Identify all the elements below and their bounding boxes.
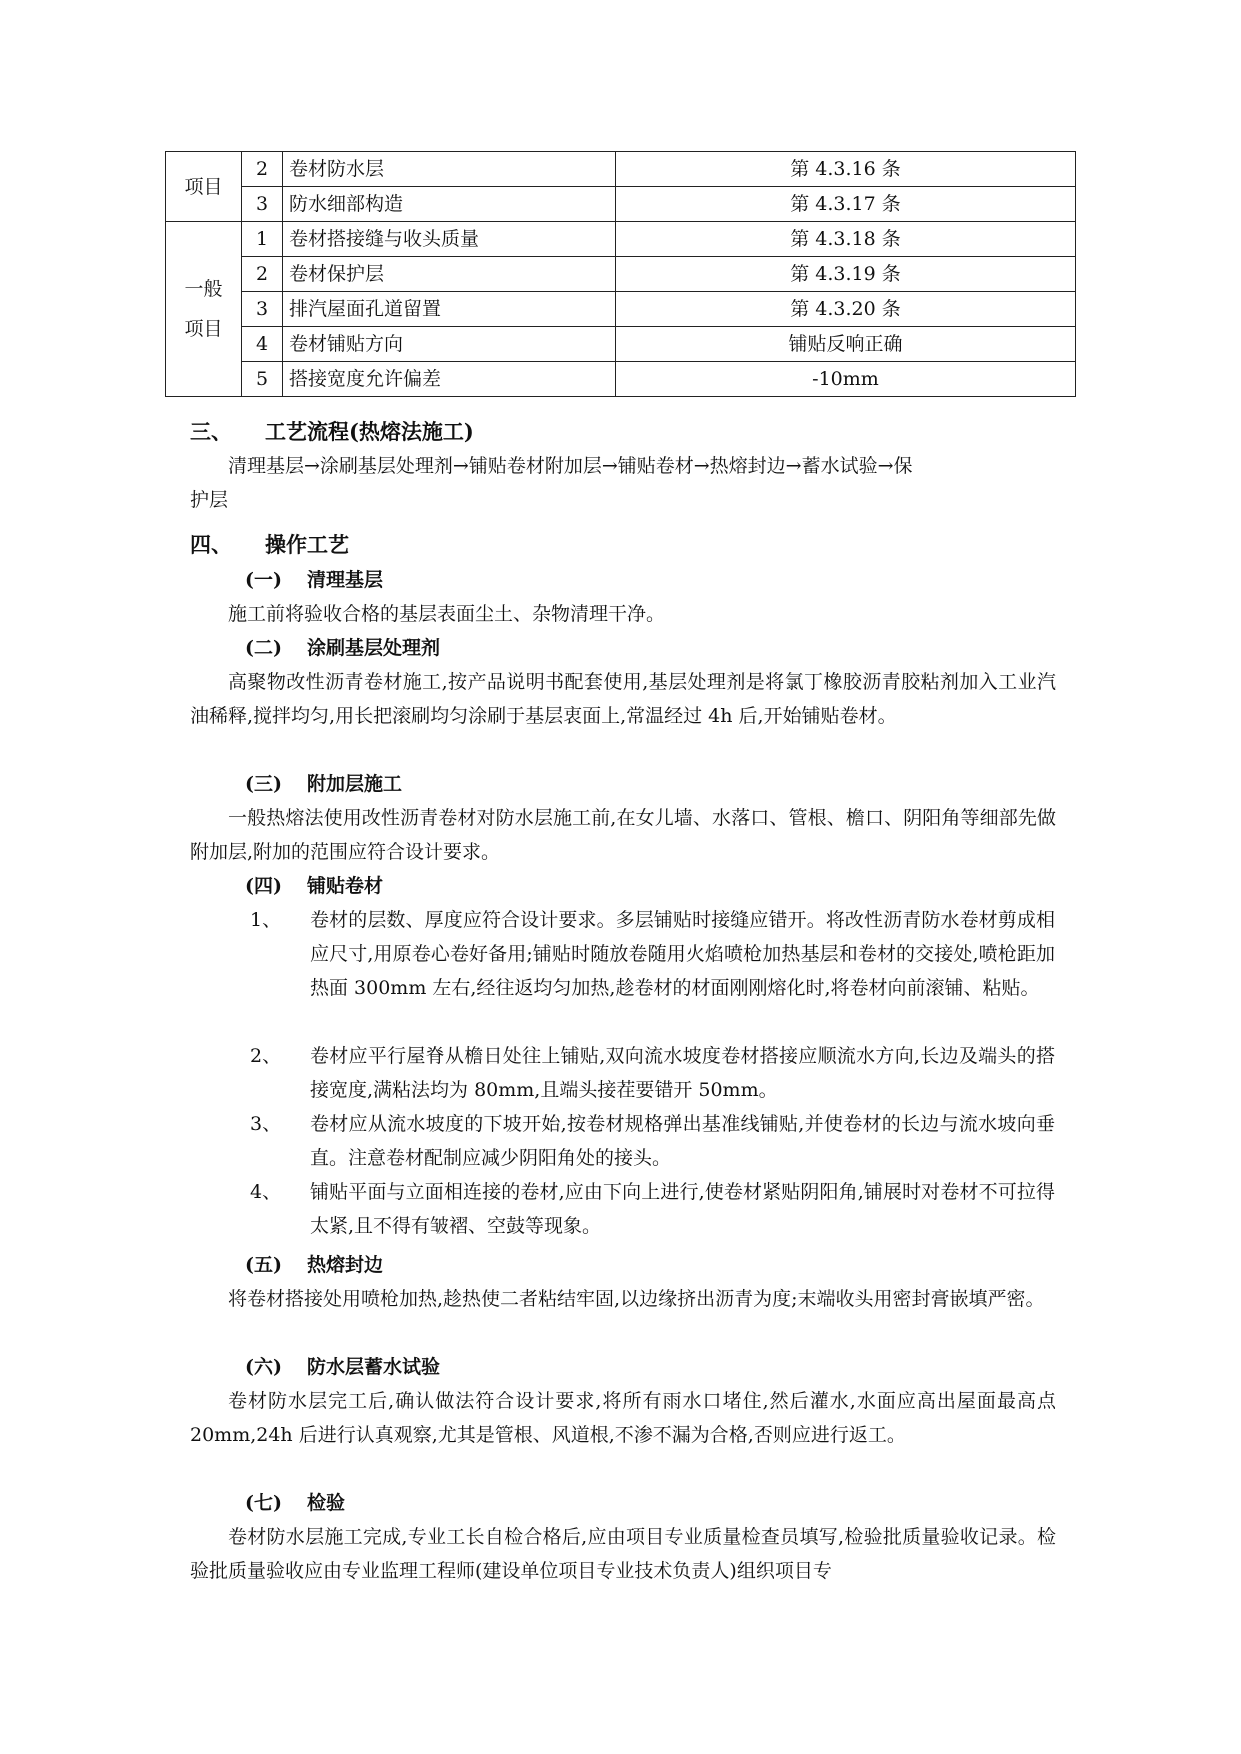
subsection-heading — [245, 1248, 383, 1282]
subsection-title: 涂刷基层处理剂 — [307, 637, 441, 659]
table-row-number: 2 — [242, 152, 283, 187]
section-number: 四、 — [190, 532, 232, 557]
section-heading — [190, 528, 349, 562]
list-item-number: 4、 — [250, 1181, 282, 1203]
list-item-number: 2、 — [250, 1045, 282, 1067]
process-flow-text: 护层 — [190, 489, 229, 511]
list-item-text: 铺贴平面与立面相连接的卷材,应由下向上进行,使卷材紧贴阴阳角,铺展时对卷材不可拉得太紧,且不得有皱褶、空鼓等现象。 — [310, 1181, 1055, 1237]
table-item-name: 卷材铺贴方向 — [283, 327, 616, 362]
subsection-heading — [245, 767, 402, 801]
paragraph: 卷材防水层施工完成,专业工长自检合格后,应由项目专业质量检查员填写,检验批质量验收记录。检验批质量验收应由专业监理工程师(建设单位项目专业技术负责人)组织项目专 — [190, 1526, 1056, 1582]
paragraph: 一般热熔法使用改性沥青卷材对防水层施工前,在女儿墙、水落口、管根、檐口、阴阳角等细部先做附加层,附加的范围应符合设计要求。 — [190, 807, 1056, 863]
list-item-text: 卷材应从流水坡度的下坡开始,按卷材规格弹出基准线铺贴,并使卷材的长边与流水坡向垂直。注意卷材配制应减少阴阳角处的接头。 — [310, 1113, 1055, 1169]
table-item-name: 卷材保护层 — [283, 257, 616, 292]
subsection-heading — [245, 1350, 440, 1384]
quality-table — [165, 151, 1076, 397]
table-item-name: 卷材防水层 — [283, 152, 616, 187]
table-item-name: 排汽屋面孔道留置 — [283, 292, 616, 327]
table-item-reference: 第 4.3.16 条 — [616, 152, 1076, 187]
section-number: 三、 — [190, 419, 232, 444]
table-item-reference: 第 4.3.17 条 — [616, 187, 1076, 222]
table-row — [166, 327, 1076, 362]
table-item-name: 防水细部构造 — [283, 187, 616, 222]
subsection-title: 清理基层 — [307, 569, 384, 591]
table-item-name: 搭接宽度允许偏差 — [283, 362, 616, 397]
paragraph: 卷材防水层完工后,确认做法符合设计要求,将所有雨水口堵住,然后灌水,水面应高出屋面最高点 20mm,24h 后进行认真观察,尤其是管根、风道根,不渗不漏为合格,否则应进行返工。 — [190, 1390, 1056, 1446]
section-title: 操作工艺 — [265, 532, 349, 557]
subsection-heading — [245, 563, 383, 597]
table-row — [166, 152, 1076, 187]
table-row — [166, 222, 1076, 257]
subsection-number: (七) — [245, 1492, 282, 1514]
table-row-number: 3 — [242, 292, 283, 327]
table-row — [166, 187, 1076, 222]
table-category-general — [166, 222, 242, 397]
subsection-heading — [245, 869, 383, 903]
table-row-number: 1 — [242, 222, 283, 257]
table-item-reference: 第 4.3.20 条 — [616, 292, 1076, 327]
table-item-reference: -10mm — [616, 362, 1076, 397]
subsection-title: 铺贴卷材 — [307, 875, 384, 897]
subsection-number: (二) — [245, 637, 282, 659]
subsection-number: (六) — [245, 1356, 282, 1378]
subsection-number: (一) — [245, 569, 282, 591]
category-line: 一般 — [184, 278, 223, 300]
list-item-text: 卷材应平行屋脊从檐日处往上铺贴,双向流水坡度卷材搭接应顺流水方向,长边及端头的搭接宽度,满粘法均为 80mm,且端头接茬要错开 50mm。 — [310, 1045, 1055, 1101]
paragraph: 将卷材搭接处用喷枪加热,趁热使二者粘结牢固,以边缘挤出沥青为度;末端收头用密封膏嵌填严密。 — [228, 1288, 1045, 1310]
table-item-reference: 铺贴反响正确 — [616, 327, 1076, 362]
table-row-number: 3 — [242, 187, 283, 222]
subsection-title: 热熔封边 — [307, 1254, 384, 1276]
list-item-text: 卷材的层数、厚度应符合设计要求。多层铺贴时接缝应错开。将改性沥青防水卷材剪成相应尺寸,用原卷心卷好备用;铺贴时随放卷随用火焰喷枪加热基层和卷材的交接处,喷枪距加热面 300mm 左右,经往返均匀加热,趁卷材的材面刚刚熔化时,将卷材向前滚铺、粘贴。 — [310, 909, 1055, 999]
subsection-title: 检验 — [307, 1492, 346, 1514]
table-category-main: 项目 — [166, 152, 242, 222]
table-row — [166, 257, 1076, 292]
subsection-heading — [245, 1486, 345, 1520]
category-line: 项目 — [184, 318, 223, 340]
table-item-reference: 第 4.3.19 条 — [616, 257, 1076, 292]
subsection-number: (三) — [245, 773, 282, 795]
subsection-number: (四) — [245, 875, 282, 897]
table-item-reference: 第 4.3.18 条 — [616, 222, 1076, 257]
process-flow-text: 清理基层→涂刷基层处理剂→铺贴卷材附加层→铺贴卷材→热熔封边→蓄水试验→保 — [228, 455, 913, 477]
list-item-number: 3、 — [250, 1113, 282, 1135]
table-row-number: 5 — [242, 362, 283, 397]
table-row-number: 2 — [242, 257, 283, 292]
paragraph: 高聚物改性沥青卷材施工,按产品说明书配套使用,基层处理剂是将氯丁橡胶沥青胶粘剂加入工业汽油稀释,搅拌均匀,用长把滚刷均匀涂刷于基层衷面上,常温经过 4h 后,开始铺贴卷材。 — [190, 671, 1056, 727]
subsection-heading — [245, 631, 440, 665]
table-row — [166, 362, 1076, 397]
list-item-number: 1、 — [250, 909, 282, 931]
table-row — [166, 292, 1076, 327]
table-item-name: 卷材搭接缝与收头质量 — [283, 222, 616, 257]
section-title: 工艺流程(热熔法施工) — [265, 419, 474, 444]
subsection-title: 附加层施工 — [307, 773, 403, 795]
subsection-number: (五) — [245, 1254, 282, 1276]
subsection-title: 防水层蓄水试验 — [307, 1356, 441, 1378]
paragraph: 施工前将验收合格的基层表面尘土、杂物清理干净。 — [228, 603, 666, 625]
table-row-number: 4 — [242, 327, 283, 362]
section-heading — [190, 415, 474, 449]
